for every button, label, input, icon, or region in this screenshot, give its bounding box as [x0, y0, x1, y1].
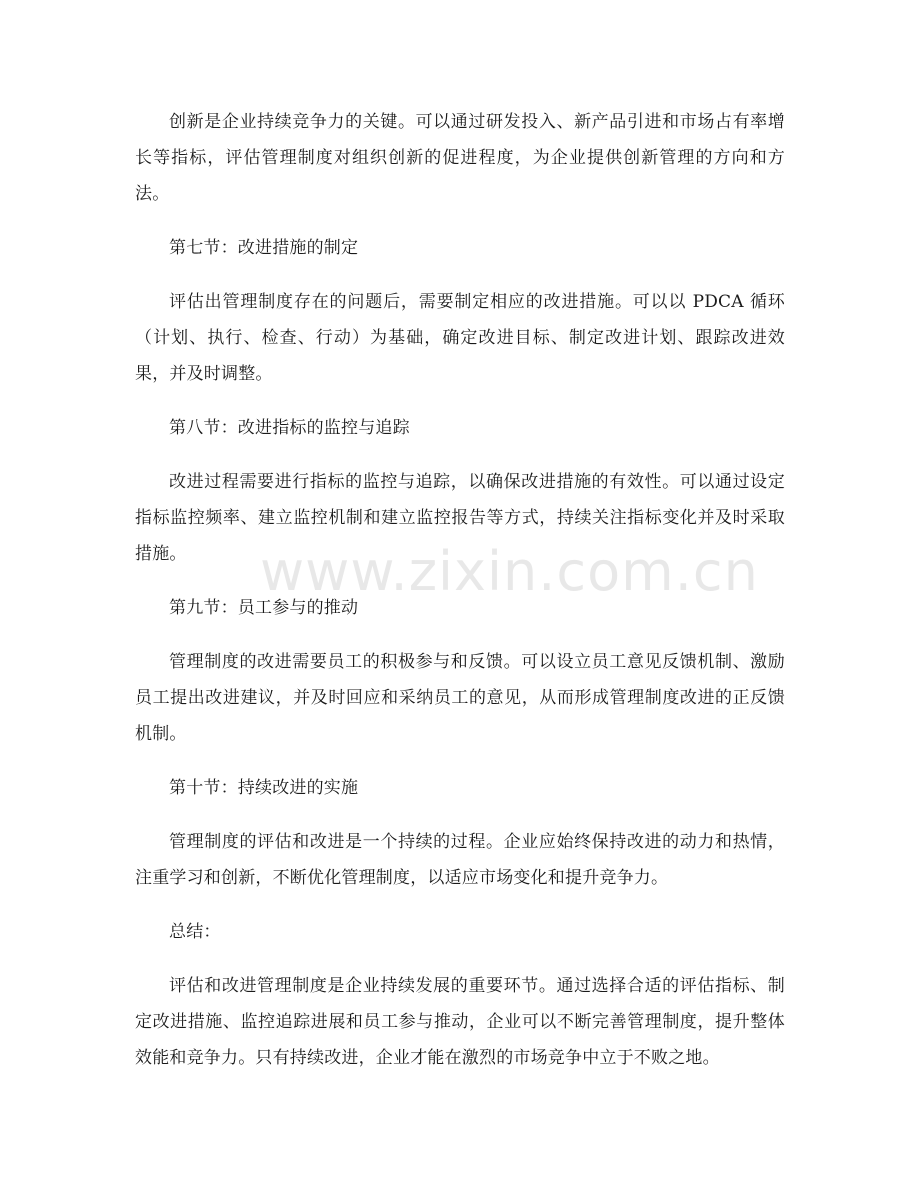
paragraph-innovation: 创新是企业持续竞争力的关键。可以通过研发投入、新产品引进和市场占有率增长等指标，评估管理制度对组织创新的促进程度，为企业提供创新管理的方向和方法。 — [135, 112, 785, 204]
section-heading-8: 第八节：改进指标的监控与追踪 — [169, 418, 410, 438]
paragraph-monitoring: 改进过程需要进行指标的监控与追踪，以确保改进措施的有效性。可以通过设定指标监控频率、建立监控机制和建立监控报告等方式，持续关注指标变化并及时采取措施。 — [135, 472, 785, 564]
section-heading-9: 第九节：员工参与的推动 — [169, 598, 359, 618]
section-heading-10: 第十节：持续改进的实施 — [169, 778, 359, 798]
section-heading-7: 第七节：改进措施的制定 — [169, 238, 359, 258]
summary-heading: 总结： — [169, 922, 221, 942]
watermark: www.zixin.com.cn — [260, 540, 759, 603]
paragraph-continuous-improvement: 管理制度的评估和改进是一个持续的过程。企业应始终保持改进的动力和热情，注重学习和创新，不断优化管理制度，以适应市场变化和提升竞争力。 — [135, 832, 785, 888]
paragraph-employee-participation: 管理制度的改进需要员工的积极参与和反馈。可以设立员工意见反馈机制、激励员工提出改进建议，并及时回应和采纳员工的意见，从而形成管理制度改进的正反馈机制。 — [135, 652, 785, 744]
paragraph-improvement-measures: 评估出管理制度存在的问题后，需要制定相应的改进措施。可以以 PDCA 循环（计划、执行、检查、行动）为基础，确定改进目标、制定改进计划、跟踪改进效果，并及时调整。 — [135, 292, 785, 384]
document-body — [135, 104, 785, 1094]
paragraph-summary: 评估和改进管理制度是企业持续发展的重要环节。通过选择合适的评估指标、制定改进措施、监控追踪进展和员工参与推动，企业可以不断完善管理制度，提升整体效能和竞争力。只有持续改进，企业才能在激烈的市场竞争中立于不败之地。 — [135, 976, 785, 1068]
